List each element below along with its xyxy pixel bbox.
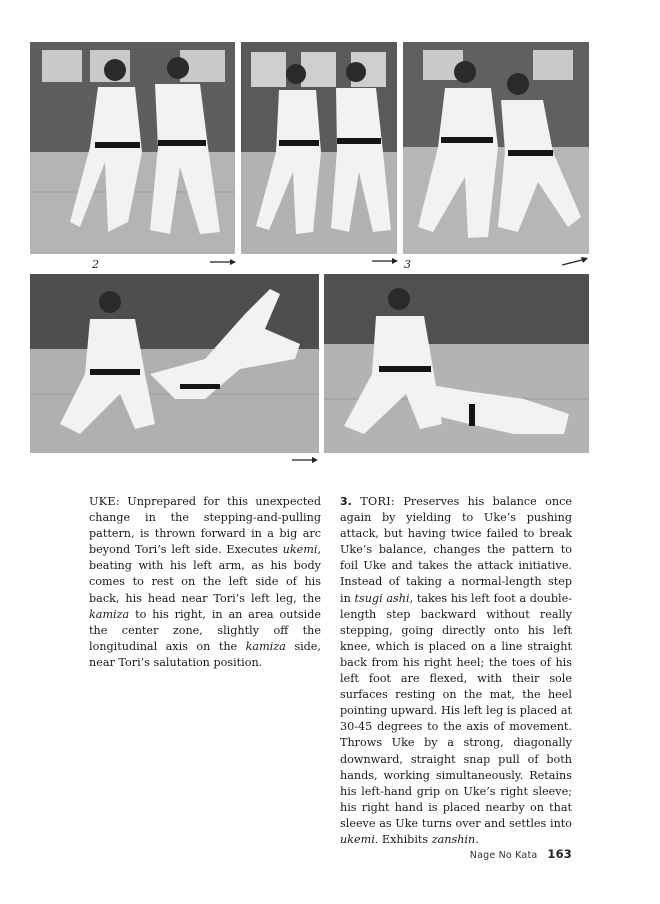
- photo-standing-pull-1: [30, 42, 235, 254]
- tori-paragraph: 3. TORI: Preserves his balance once again by yielding to Uke’s pushing attack, but having twice failed to break Uke’s balance, changes the pattern to foil Uke and takes the attack initiative. Instead of taking a normal-length step in tsugi ashi, takes his left foot a double-length step backward without really stepping, going directly onto his left knee, which is placed on a line straight back from his right heel; the toes of his left foot are flexed, with their sole surfaces resting on the mat, the heel pointing upward. His left leg is placed at 30-45 degrees to the axis of movement. Throws Uke by a strong, diagonally downward, straight snap pull of both hands, working simultaneously. Retains his left-hand grip on Uke’s right sleeve; his right hand is placed nearby on that sleeve as Uke turns over and settles into ukemi. Exhibits zanshin.: [340, 495, 572, 846]
- step-number: 3.: [340, 495, 352, 508]
- photo-uke-thrown-arc: [30, 274, 319, 453]
- photo-standing-pull-2: [241, 42, 397, 254]
- running-section-title: Nage No Kata: [469, 850, 538, 861]
- photo-tori-stepping-back: [403, 42, 589, 254]
- uke-label: UKE:: [89, 495, 120, 508]
- direction-arrow-right-icon: [210, 258, 236, 266]
- tori-label: TORI:: [360, 495, 395, 508]
- figure-number-3: 3: [404, 258, 411, 271]
- uke-paragraph: UKE: Unprepared for this unexpected change in the stepping-and-pulling pattern, is thrown forward in a big arc beyond Tori’s left side. Executes ukemi, beating with his left arm, as his body comes to rest on the left side of his back, his head near Tori’s left leg, the kamiza to his right, in an area outside the center zone, slightly off the longitudinal axis on the kamiza side, near Tori’s salutation position.: [89, 495, 321, 669]
- photo-uke-ukemi-finish: [324, 274, 589, 453]
- page-footer: [470, 847, 572, 861]
- direction-arrow-diagonal-icon: [562, 257, 588, 265]
- direction-arrow-right-icon: [372, 257, 398, 265]
- figure-number-2: 2: [92, 258, 99, 271]
- page-number: 163: [547, 847, 572, 861]
- direction-arrow-right-icon: [292, 456, 318, 464]
